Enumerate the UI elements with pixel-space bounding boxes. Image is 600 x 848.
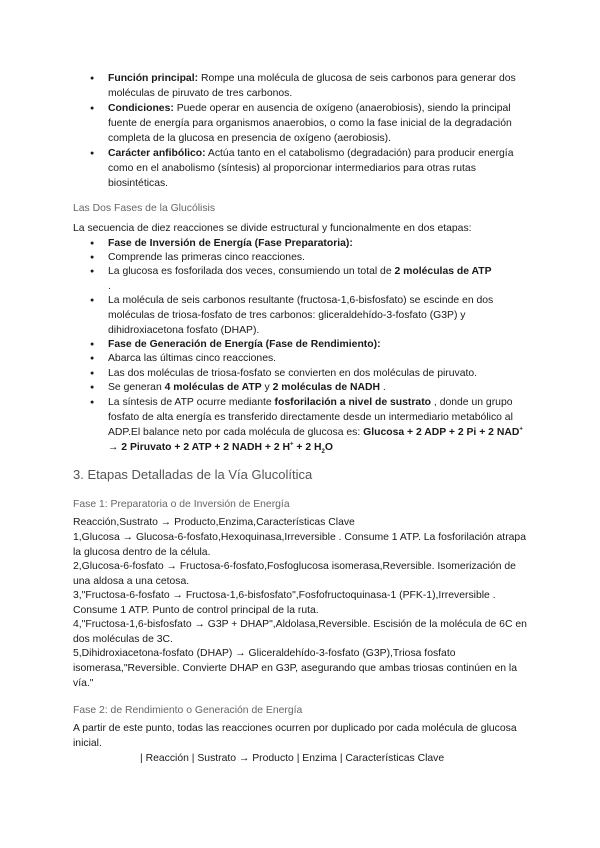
item-text: La glucosa es fosforilada dos veces, consumiendo un total de xyxy=(108,266,392,277)
bullet-icon xyxy=(90,351,98,367)
item-bold: fosforilación a nivel de sustrato xyxy=(274,397,432,408)
table-row: 3,"Fructosa-6-fosfato → Fructosa-1,6-bisfosfato",Fosfofructoquinasa-1 (PFK-1),Irreversible . Consume 1 ATP. Punto de control principal de la ruta. xyxy=(73,590,496,616)
fase1-heading: Fase 1: Preparatoria o de Inversión de Energía xyxy=(73,499,290,510)
item-text: y xyxy=(264,382,270,393)
term-label: Función principal: xyxy=(108,73,199,84)
item-tail: . xyxy=(108,281,111,292)
term-text: Rompe una molécula de glucosa de seis carbonos para generar dos moléculas de piruvato de tres carbonos. xyxy=(108,73,516,99)
item-text: Comprende las primeras cinco reacciones. xyxy=(108,252,305,263)
item-text: La síntesis de ATP ocurre mediante xyxy=(108,397,272,408)
item-text: , donde un grupo fosfato de alta energía es transferido directamente desde un intermediario metabólico al ADP.El balance neto por cada molécula de glucosa es: xyxy=(108,397,513,438)
table-header: Reacción,Sustrato → Producto,Enzima,Características Clave xyxy=(73,517,355,528)
fase2-intro: A partir de este punto, todas las reacciones ocurren por duplicado por cada molécula de glucosa inicial. xyxy=(73,723,517,749)
bullet-icon xyxy=(90,395,98,411)
phase-title: Fase de Generación de Energía (Fase de Rendimiento): xyxy=(108,339,381,350)
section-heading: Las Dos Fases de la Glucólisis xyxy=(73,203,216,214)
item-bold: 2 moléculas de NADH xyxy=(272,382,381,393)
table-row: 4,"Fructosa-1,6-bisfosfato → G3P + DHAP",Aldolasa,Reversible. Escisión de la molécula de 6C en dos moléculas de 3C. xyxy=(73,619,527,645)
bullet-icon xyxy=(90,380,98,396)
section-3-heading: 3. Etapas Detalladas de la Vía Glucolítica xyxy=(73,467,313,482)
table-row: 5,Dihidroxiacetona-fosfato (DHAP) → Gliceraldehído-3-fosfato (G3P),Triosa fosfato isomerasa,"Reversible. Convierte DHAP en G3P, asegurando que ambas triosas continúen en la vía." xyxy=(73,648,518,689)
bullet-icon xyxy=(90,101,98,117)
item-bold: 4 moléculas de ATP xyxy=(164,382,262,393)
bullet-icon xyxy=(90,71,98,87)
table-row: 2,Glucosa-6-fosfato → Fructosa-6-fosfato,Fosfoglucosa isomerasa,Reversible. Isomerización de una aldosa a una cetosa. xyxy=(73,561,516,587)
term-label: Carácter anfibólico: xyxy=(108,148,206,159)
term-text: Puede operar en ausencia de oxígeno (anaerobiosis), siendo la principal fuente de energía para organismos anaerobios, o como la fase inicial de la degradación completa de la glucosa en presencia de oxígeno (aerobiosis). xyxy=(108,103,512,144)
item-tail: . xyxy=(382,382,386,393)
term-text: Actúa tanto en el catabolismo (degradación) para producir energía como en el anabolismo (síntesis) al proporcionar intermediarios para otras rutas biosintéticas. xyxy=(108,148,514,189)
table-row: 1,Glucosa → Glucosa-6-fosfato,Hexoquinasa,Irreversible . Consume 1 ATP. La fosforilación atrapa la glucosa dentro de la célula. xyxy=(73,532,526,558)
item-text: Las dos moléculas de triosa-fosfato se convierten en dos moléculas de piruvato. xyxy=(108,368,478,379)
term-label: Condiciones: xyxy=(108,103,174,114)
balance-equation: Glucosa + 2 ADP + 2 Pi + 2 NAD+ → 2 Piruvato + 2 ATP + 2 NADH + 2 H+ + 2 $H_2O$ xyxy=(108,426,523,456)
bullet-icon xyxy=(90,293,98,309)
bullet-icon xyxy=(90,264,98,280)
item-text: Abarca las últimas cinco reacciones. xyxy=(108,353,277,364)
fase2-heading: Fase 2: de Rendimiento o Generación de Energía xyxy=(73,705,303,716)
phase-title: Fase de Inversión de Energía (Fase Preparatoria): xyxy=(108,238,353,249)
bullet-icon xyxy=(90,146,98,162)
item-text: La molécula de seis carbonos resultante (fructosa-1,6-bisfosfato) se escinde en dos moléculas de triosa-fosfato de tres carbonos: gliceraldehído-3-fosfato (G3P) y dihidroxiacetona fosfato (DHAP). xyxy=(108,295,494,336)
section-intro: La secuencia de diez reacciones se divide estructural y funcionalmente en dos etapas: xyxy=(73,223,472,234)
fase2-table-header: | Reacción | Sustrato → Producto | Enzima | Características Clave xyxy=(140,753,445,764)
item-text: Se generan xyxy=(108,382,162,393)
item-bold: 2 moléculas de ATP xyxy=(394,266,492,277)
